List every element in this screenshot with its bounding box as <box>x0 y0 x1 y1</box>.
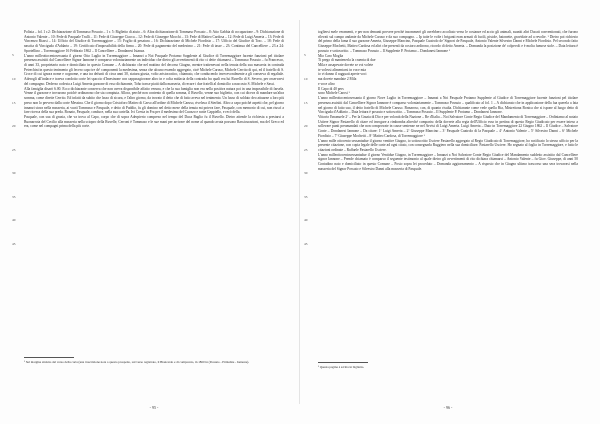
left-page-body <box>24 30 284 129</box>
paragraph: L'anno mille ottocento sessantadue il giorno ventitre Giugno, io sottoscritto Usciere Pastarello aggregato al Regio Giudicato di Torremaggiore, ho notificato lo stesso ufficio per la presente citazione, con copia legale delle carte ad ogni citato, con consegnarla Ruggiero nella sua domiciliare. Pastarello Usciere. Ho segnato al foglio in Torremaggiore, e fatto le citazioni ordinate – Raffaele Pastarello Usciere. <box>318 138 578 152</box>
paragraph: L'anno milleottocentosessanta il giorno Nove Luglio in Torremaggiore – Innanzi a Noi Pasquale Protamo Supplente al Giudice di Torremaggiore facente funzioni pel titolare presenza assistiti dal Cancelliere Signor Iannone è comparso volontariamente – Tommaso Possuto – qualificato al fol. 1 – A dichiarato che in applicazione della fua querela a fata nel giorno di fatto suo, il detto fratello di Michele Caruso. Bonaroso, con, di quanto risulta. Dichiarante come vede quella Ria, Mistrettona Bonica che si ispone al luogo detto di Vinciguda d'Addario – Data lettura è possuto e sottoscritto. – Tommaso Possuto – Il Supplente P. Protamo – Dondanesi Iannone. <box>318 96 578 115</box>
line-number: 25 <box>304 148 308 152</box>
footnote-rule <box>318 362 368 363</box>
line-number: 10 <box>12 77 16 81</box>
letter-line: Ti prego di mantenerla la cruenta di due <box>318 58 376 63</box>
line-number: 25 <box>12 148 16 152</box>
line-number: 35 <box>304 195 308 199</box>
letter-line: Il Capo di 40 pers <box>318 86 344 91</box>
letter-line: Mila e assapevate dovete se voi volete <box>318 63 374 68</box>
right-page <box>304 0 578 424</box>
line-number: 45 <box>12 242 16 246</box>
line-number: 40 <box>304 218 308 222</box>
line-number: 40 <box>12 218 16 222</box>
line-number: 20 <box>304 124 308 128</box>
line-number: 15 <box>12 101 16 105</box>
line-number: 10 <box>304 77 308 81</box>
letter-line: te volessi alimentarsi in voce mia <box>318 67 367 72</box>
right-page-body <box>318 30 578 172</box>
letter-line: Mio Caro Moglia <box>318 53 344 58</box>
line-number: 15 <box>304 101 308 105</box>
letter-signature: sono Michele Carosi ¹ <box>318 91 350 96</box>
footnote: ¹ Questa pagina è scritta in biglietto. <box>318 365 365 369</box>
paragraph: Pasquale, con sua di grazia, che va trova al Capo, corpo che di sopra Aderpierto compreso nel tempo del Duca Baglio fu il Ruvello. Dietro attende la richiesta a prestarsi a Buonarrota del Cecilio alla masseria nella sciopro della Ruvelle, Cerroni è Tommaso e le sue mani per arrivare del nome al quando avuta possono Rassicurazioni, ma del Greco ed era, come nel compagni prima della più corte. <box>24 114 284 129</box>
letter-line: ma dovete mandate 2 Mila <box>318 77 357 82</box>
line-number: 5 <box>12 53 14 57</box>
footnote: ¹ Sul margine sinistro del verso della carta (una trascrizione nota a questo prospetto, sul verso registrato, il Biancardo e di compronto, in 1860 in (Possuto - Pitinalize - Iannone). <box>24 360 250 364</box>
page-number: - 96 - <box>443 405 453 410</box>
letter-line: e voce altro <box>318 81 335 86</box>
paragraph: L'anno milleottocentosessantadue il giorno Ventidue Giugno, in Torremaggiore – Innanzi a Noi Salvatore Conte Regio Giudice del Mandamento suddetto assistito dal Cancelliere signor Iannone – Prende chiamato è comparso il seguente testimonio al quale dietro gli avvertimenti di rito dichiara chiamarsi – Antonio Valente – fu Giov. Giuseppe, di anni 50 Contadino nato e domiciliato in questo Comune – Posto sopra lei proceduto – Domanda aggiornamento – A risposto che in Giugno ultimo trascorso una sera trovavasi nella masseria del Signor Possuto e Silvestro Danni alla masseria di Pasquale. <box>318 152 578 171</box>
line-number: 30 <box>12 171 16 175</box>
paragraph: Alla famiglia disarò 6.00. Ecco dichiarante conserva che non aveva disponibile affatto veruna, e che la sua famiglia non era nella positiva natura poi in una impossibile di farsela. Venne il garzone e trovarono poichè ordinarono che sia compiuta. Allora, perché non contento di quella somma, il Ruvello, venne suo biglietto, con cui diceva di mandare un'altra somma, come dirette Cerrito. Ed infatti da subito che lasso di sicura, e l'altro giorno, da trovato il detto che di fatto aveva nel tenimento. Un lusso di soldato deo attuarne a loro più preso non lo pervero dalla corte Messina. Che il giorno dopo Cristoforo Matteo di Carso all'ordine di Michele Caruso, rivelava il Sterlini. Altro a capo poiché aspetti che, pel giorno innanzi stava nella masseria, ai vuoti Tommaso e Pasquale, e detto di Puddio, fu gli domino nel detto mese della tenuta mi poteva fare, Pasquale, con memorio di cui, non riuscì a fare ricerca della sua preda. Bonato, Pasquale, conduce, nella sua cartella. Ivi Cresta in Fra per il medesimo del Cuozzo e notte Cappiello, e recò della. <box>24 86 284 115</box>
paragraph: Vittorio Emanuele 2º – Per la Grazia di Dio e per volontà della Nazione – Re d'Italia – Noi Salvatore Conte Regio Giudice del Mandamento di Torremaggiore – Ordiniamo al notaio Ustiere Signor Pastarello di citare ed invogare a rimbomba altreché comparisc della dovrete alla regia dell'Ufficio esso in pretina di questo Regio Giudicato per essere inteso a sollevare punti preamandati che non comprovate in cause sentenze ne nel Avvisi di Luigi Amerta. Luigi Amerta – Dato in Torremaggiore 22 Giugno 1862 – Il Giudice – Salvatore Conte – Dondanesi Iannone – Da citare: 1º Luigi Amerta – 2º Giuseppe Mancino – 3º Pasquale Cuatrolo di la Pasquale – 4º Antonio Valente – 5º Silvestro Danni – 6º Michele Fiordisio – 7º Giuseppe Mochetti – 8º Matteo Cardosa, di Torremaggiore ¹ <box>318 114 578 138</box>
line-number: 30 <box>304 171 308 175</box>
page-gutter <box>299 20 300 404</box>
paragraph: togliersi mele veramenti, e per non demanti provere perchè insommerò gli avrebbero accoltato verso le costanze ed accio gli animali, suaniti altri Ducati conventionati, che furono rilevati sul campo andante da Michele Caruso e da suo compagno. – Ip tutte le volte i briganti eran armati di fucili, pistole, baionette, gravidate ad a revolte. ¹ Dietro poi richiesto del primo della fama il suo garzone Amerta, Giuseppe Mancino, Pasquale Cuatrolo de' Signori de Pasquale, Antonio Valente Silvestro Danni e Michele Fiordisio. Pel secondo fatto Giuseppe Mochetti, Matteo Cardosa ed altri che presentì da costoro ardirono, ricordo di detto Amerta. – Domanda la posizione de' colpevoli e è molta fumose stole. – Data lettura è possuto e sottoscritto. – Tommaso Possuto – Il Supplente P. Protamo – Dondanesi Iannone ¹ <box>318 30 578 53</box>
footnote-rule <box>24 357 74 358</box>
page-number: - 95 - <box>149 405 159 410</box>
paragraph: L'anno milleottocentosessanta il giorno Otto Luglio in Torremaggiore – Innanzi a Noi Pasquale Protamo Supplente al Giudice di Torremaggiore facente funzioni pel titolare presenza assistiti dal Cancelliere Signor Iannone è comparso volontariamente un individuo che dietro gli avvertimenti di rito ci dette chiamarsi – Tommaso Possuto – fu Francesco, di anni 33, proprietario nato e domiciliato in questo Comune – A dichiarato che nel mattino del decorso Giugno, mentre trattenevasi nella tenuta della sua masseria in contrada Petrechini in questo tenimento gli fecero capo tre de' componenti la medesima, senza che alcuno essendo aggregato, cioè Michele Caruso, Michele Cerrito di qui, ed il fratello di S. Croce di cui ignora nome e cognome, e una tra defunti di circa anni 30, statura giusta, volto aristocratico, chiamato, che conducendo invecevoralmente a gli conserva di regaltale. Aderogli all'indace e traeva condotto corte lei spaccio d'Imesinone con cappassgiovane altro in e colta midacia della contrada fra quali era lui Ruvello di S. Severo, per osservarvi del compagno. Dederso codesta a Luigi Amerta garzone di esso dichiarante, Toho trasse piatti dalla masseria, di recare i due fratelli al domicilio a nascosto S. Michele e Sassi. <box>24 53 284 86</box>
line-number: 20 <box>12 124 16 128</box>
letter-line: io vi danno il ragguati aperte voci <box>318 72 367 77</box>
left-page <box>12 0 284 424</box>
line-number: 35 <box>12 195 16 199</box>
line-number: 45 <box>304 242 308 246</box>
line-number: 5 <box>304 53 306 57</box>
paragraph: Polizia – fol. 1 r.2: Dichiarazione di Tommaso Possuto – 1 r. 5: Biglietto di aiuto – 6: Altra dichiarazione di Tommaso Possuto – 8: Atto Gabbia di occupazione – 9: Dichiarazione di Antonio Valente – 10: Fede di Pasquale Trulli – 11: Fede di Giuseppe Ciacca – 12: Fede di Giuseppe Mocchi – 13: Fede di Matteo Cardosa – 12: Fede di Luigi Amerta – 13: Fede di Vincenzo Riassi – 14: Ufficio del Giudice di Torremaggiore – 15: Foglio di pesatura – 16: Dichiarazione di Michele Fiordisio – 17: Ufficio del Giudice di Tosc. – 18: Fede di nascita di Vinciguda d'Addario – 19: Certificato d'impossibilità della firma – 20: Fede di pagamento del medesimo – 21: Fede di tasse – 23: Continua del Cancelliere – 23 a 24: Sportellino – Torremaggiore 16 Febbraio 1862 – Il Cancelliere – Dondanesi Istanza. <box>24 30 284 53</box>
